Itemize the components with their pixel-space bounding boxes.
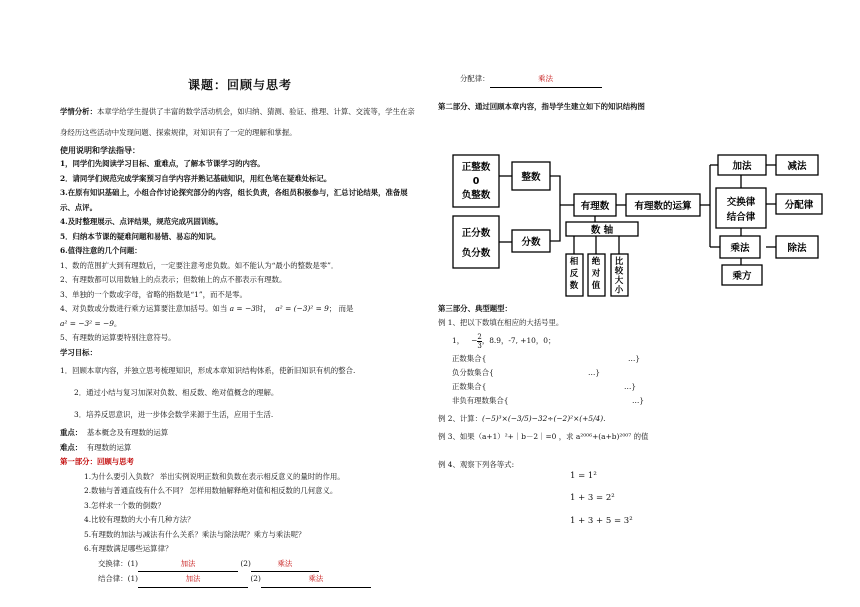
set-label: 负分数集合{: [452, 368, 494, 377]
associative-line: [60, 572, 420, 588]
question-item: 1.为什么要引入负数？ 举出实例说明正数和负数在表示相反意义的量时的作用。: [84, 471, 345, 481]
question-item: 3.怎样求一个数的倒数？: [84, 500, 165, 510]
node-zheng-zhengshu: 正整数: [461, 162, 491, 173]
analysis-text: 本章学给学生提供了丰富的数学活动机会，如归纳、猜测、验证、推理、计算、交流等，学生在亲身经历这些活动中发现问题、探索规律，对知识有了一定的理解和掌握。: [60, 106, 415, 137]
math-expression: a² = −3² = −9: [60, 318, 114, 328]
number-list-rest: ，8.9，-7, +10，0；: [481, 336, 556, 345]
associative-label: 结合律：(1): [98, 574, 139, 583]
analysis-paragraph: [60, 101, 420, 143]
note-text: 。: [113, 318, 122, 328]
part3-section: [438, 302, 828, 472]
set-close: …}: [588, 368, 601, 377]
commutative-line: [60, 557, 420, 573]
node-chengfang: 乘方: [732, 271, 752, 282]
node-zero: 0: [472, 176, 480, 187]
node-fu-fenshu: 负分数: [461, 248, 491, 259]
node-yunsuan: 有理数的运算: [634, 201, 692, 212]
node-juedui: 绝对值: [591, 257, 601, 291]
sequence-line-1: 1 = 1²: [570, 471, 597, 481]
knowledge-structure-diagram: [448, 150, 828, 300]
question-item: 6.有理数满足哪些运算律？: [84, 544, 173, 553]
distributive-answer: 乘法: [490, 72, 602, 88]
set-row: [438, 394, 828, 408]
set-list: [438, 352, 828, 408]
goal-item: 3．培养反思意识，进一步体会数学来源于生活，应用于生活.: [74, 410, 274, 419]
node-youlishu: 有理数: [580, 201, 610, 212]
goal-item: 1．回顾本章内容，并独立思考梳理知识，形成本章知识结构体系，使新旧知识有机的整合.: [60, 366, 356, 375]
notes-heading: 6.值得注意的几个问题：: [60, 246, 142, 255]
page-title: 课题：回顾与思考: [187, 78, 292, 92]
node-zheng-fenshu: 正分数: [461, 228, 491, 239]
example-3: 例 3、如果（a+1）²+｜b－2｜=0 ，求 a²⁰⁰⁶+(a+b)²⁰⁰⁷ 的值: [438, 432, 649, 441]
fraction-denominator: 3: [477, 341, 482, 350]
node-jianfa: 减法: [787, 161, 807, 172]
set-close: …}: [632, 396, 645, 405]
example-2-expression: (−5)³×(−3/5)−32÷(−2)²×(+5/4)．: [482, 414, 611, 423]
math-expression: a = −3: [229, 304, 256, 313]
node-fu-zhengshu: 负整数: [461, 190, 491, 201]
sequence-line-2: 1 + 3 = 2²: [570, 493, 615, 503]
example-1: 例 1、把以下数填在相应的大括号里。: [438, 318, 564, 327]
node-fenpei: 分配律: [784, 200, 814, 211]
goals-heading: 学习目标：: [60, 347, 97, 357]
node-chufa: 除法: [787, 243, 807, 254]
part2-heading: 第二部分、通过回顾本章内容，指导学生建立如下的知识结构图: [438, 101, 645, 111]
note-text: 时，: [255, 304, 271, 313]
note-item: 3、单独的一个数或字母，省略的指数是“1”，而不是零。: [60, 289, 247, 299]
example-2-label: 例 2、计算：: [438, 414, 483, 423]
note-item: 2、有理数都可以用数轴上的点表示；但数轴上的点不都表示有理数。: [60, 275, 287, 284]
difficulty-point: [60, 441, 420, 456]
set-row: [438, 380, 828, 394]
key-text: 基本概念及有理数的运算: [86, 428, 169, 437]
distributive-label: 分配律：: [460, 74, 490, 83]
question-item: 5.有理数的加法与减法有什么关系？乘法与除法呢？乘方与乘法呢？: [84, 529, 306, 539]
part3-heading: 第三部分、典型题型：: [438, 304, 512, 313]
set-row: [438, 352, 828, 366]
guide-heading: 使用说明和学法指导：: [60, 144, 140, 155]
node-bijiao: 比较大小: [614, 257, 624, 296]
question-item: 4.比较有理数的大小有几种方法？: [84, 515, 195, 524]
guide-item: 1，同学们先阅读学习目标、重难点，了解本节课学习的内容。: [60, 159, 265, 168]
node-fenshu: 分数: [521, 237, 541, 248]
node-box: [453, 216, 499, 268]
node-chengfa: 乘法: [730, 243, 750, 254]
minus-sign: −: [471, 336, 478, 345]
difficulty-label: 难点：: [60, 442, 83, 452]
set-close: …}: [624, 382, 637, 391]
guide-item: 3.在原有知识基础上，小组合作讨论探究部分的内容，组长负责，各组员积极参与，汇总讨论结果，准备展示、点评。: [60, 188, 408, 212]
set-label: 正数集合{: [452, 382, 487, 391]
set-close: …}: [628, 354, 641, 363]
note-text: ；: [328, 304, 337, 313]
node-jiehe: 结合律: [726, 212, 756, 223]
commutative-label: 交换律：(1): [98, 558, 139, 568]
set-row: [438, 366, 828, 380]
example-2: [438, 408, 828, 430]
goal-item: 2．通过小结与复习加深对负数、相反数、绝对值概念的理解。: [74, 388, 279, 397]
set-label: 非负有理数集合{: [452, 396, 509, 405]
note-item-power-2: [60, 317, 420, 332]
note-text: 4、对负数或分数进行乘方运算要注意加括号。如当: [60, 304, 228, 313]
associative-answer-1: 加法: [138, 572, 248, 588]
right-column: [438, 72, 818, 114]
part1-heading: 第一部分：回顾与思考: [60, 457, 134, 466]
example-4: 例 4、观察下列各等式:: [438, 460, 515, 469]
key-point: [60, 426, 420, 441]
key-label: 重点：: [60, 428, 83, 437]
set-label: 正数集合{: [452, 354, 487, 363]
node-shuzhou: 数 轴: [590, 225, 614, 236]
sequence-line-3: 1 + 3 + 5 = 3²: [570, 516, 633, 526]
difficulty-text: 有理数的运算: [86, 442, 132, 452]
note-text: 而是: [338, 304, 354, 313]
node-zhengshu: 整数: [521, 172, 541, 183]
guide-list: [60, 157, 420, 244]
node-xiangfanshu: 相反数: [569, 257, 579, 291]
number-list-prefix: 1，: [452, 336, 465, 345]
analysis-label: 学情分析：: [60, 106, 97, 116]
guide-item: 2．请同学们规范完成学案预习自学内容并熟记基础知识，用红色笔在疑难处标记。: [60, 173, 332, 183]
node-jiaohuan: 交换律: [726, 197, 756, 208]
commutative-answer-1: 加法: [138, 557, 238, 573]
note-item-power: [60, 302, 420, 317]
associative-answer-2: 乘法: [261, 572, 371, 588]
math-expression: a² = (−3)² = 9: [275, 304, 329, 313]
commutative-answer-2: 乘法: [251, 557, 319, 573]
example-1-numbers: [438, 330, 828, 352]
associative-mid: (2): [250, 574, 261, 583]
question-item: 2.数轴与普通直线有什么不同？ 怎样用数轴解释绝对值和相反数的几何意义。: [84, 486, 338, 495]
distributive-line: [438, 72, 818, 88]
note-item: 5、有理数的运算要特别注意符号。: [60, 333, 176, 342]
node-jiafa: 加法: [732, 161, 752, 172]
fraction-numerator: 2: [477, 332, 482, 341]
guide-item: 4.及时整理展示、点评结果，规范完成巩固训练。: [60, 217, 223, 226]
note-item: 1、数的范围扩大到有理数后，一定要注意考虑负数。如不能认为“最小的整数是零”．: [60, 260, 339, 270]
left-column: [60, 78, 420, 588]
question-list: [60, 470, 420, 557]
commutative-mid: (2): [240, 558, 251, 568]
guide-item: 5．归纳本节课的疑难问题和易错、易忘的知识。: [60, 231, 221, 241]
